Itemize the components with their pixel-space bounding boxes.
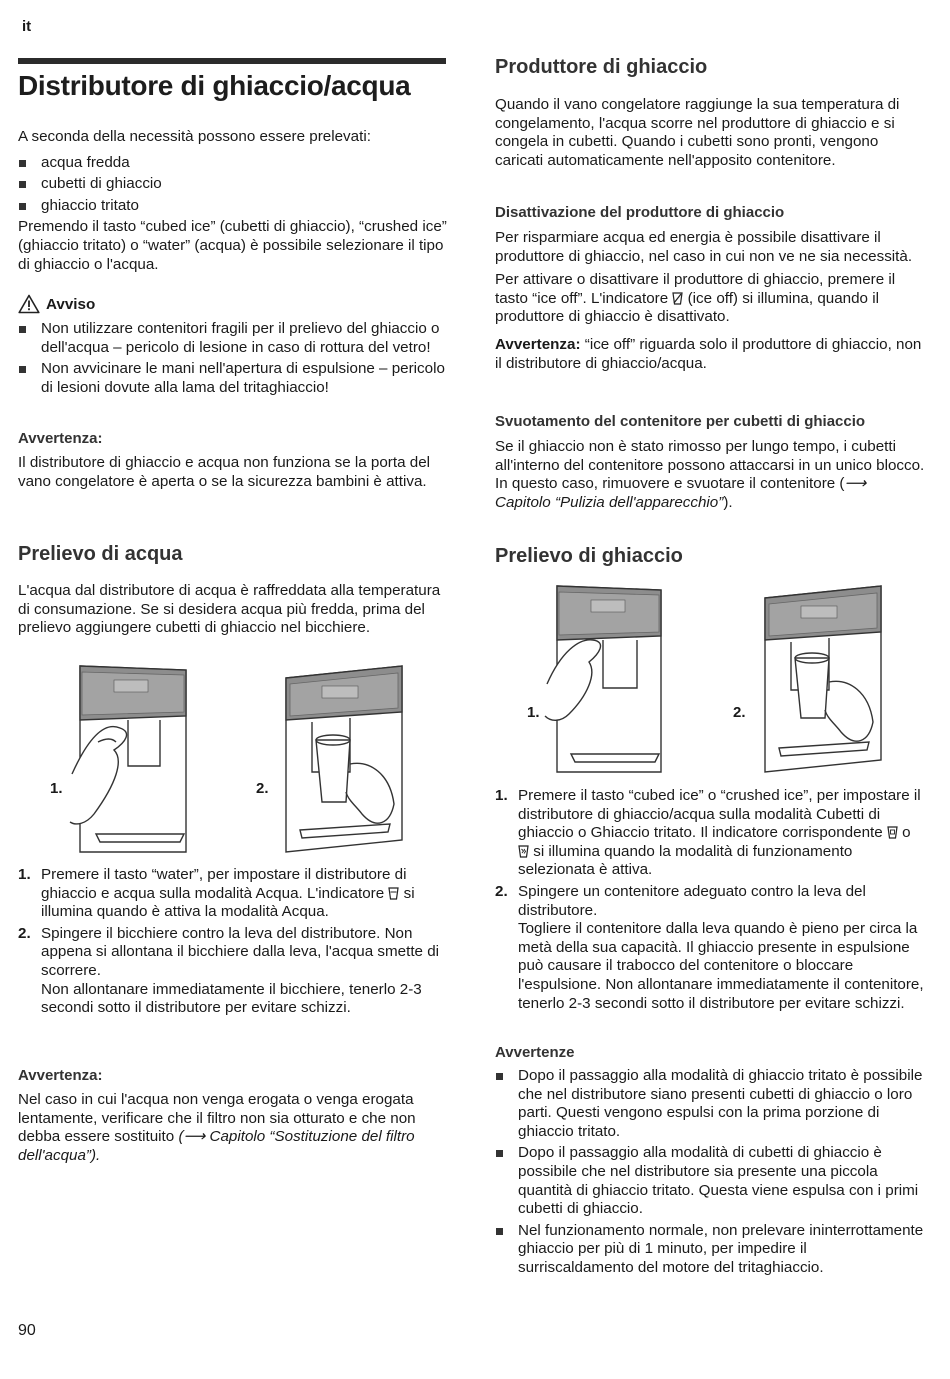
step-text: Non allontanare immediatamente il bicchiere, tenerlo 2-3 secondi sotto il distributore per evitare schizzi. <box>41 980 422 1017</box>
disable-text-1: Per risparmiare acqua ed energia è possibile disattivare il produttore di ghiaccio, nel caso in cui non ve ne sia necessità. <box>495 229 913 265</box>
step-text: Spingere un contenitore adeguato contro la leva del distributore. <box>518 882 866 919</box>
water-section <box>18 543 448 638</box>
intro-list <box>18 154 448 216</box>
disable-text-part: Per attivare o disattivare il produttore di ghiaccio, premere il tasto “ice off”. L'indicatore <box>495 271 896 307</box>
disable-text-2 <box>495 271 925 327</box>
water-indicator-icon <box>388 887 399 900</box>
ice-panel-2 <box>765 586 881 772</box>
warning-triangle-icon <box>18 294 40 314</box>
page-number: 90 <box>18 1322 36 1339</box>
ice-heading: Prelievo di ghiaccio <box>495 545 683 567</box>
water-note-title: Avvertenza: <box>18 1067 103 1084</box>
ice-fig-label-1: 1. <box>527 704 540 721</box>
dispenser-panel-2 <box>286 666 402 852</box>
ice-panel-1 <box>545 586 661 772</box>
warning-title-text: Avviso <box>46 295 96 313</box>
note1-section <box>18 430 448 491</box>
list-item: Dopo il passaggio alla modalità di cubetti di ghiaccio è possibile che nel distributore sia presente una piccola quantità di ghiaccio tritato. Questa viene espulsa con i primi cubetti di ghiaccio. <box>495 1144 925 1218</box>
icemaker-heading: Produttore di ghiaccio <box>495 56 708 78</box>
ice-section <box>495 545 925 568</box>
list-item <box>495 787 925 880</box>
warning-title <box>18 294 448 314</box>
warning-list <box>18 320 448 397</box>
warning-section <box>18 294 448 400</box>
icemaker-note-title: Avvertenza: <box>495 335 581 353</box>
chapter-reference: (⟶ Capitolo “Sostituzione del filtro dell'acqua”). <box>18 1128 415 1164</box>
step-number: 1. <box>18 866 31 883</box>
empty-heading: Svuotamento del contenitore per cubetti di ghiaccio <box>495 413 866 430</box>
water-text: L'acqua dal distributore di acqua è raffreddata alla temperatura di consumazione. Se si desidera acqua più fredda, prima del prelievo aggiungere cubetti di ghiaccio nel bicchiere. <box>18 582 441 637</box>
empty-text <box>495 438 925 512</box>
page-title: Distributore di ghiaccio/acqua <box>18 70 411 101</box>
ice-steps <box>495 787 925 1016</box>
cubed-ice-indicator-icon <box>887 826 898 839</box>
note-text: Nel caso in cui l'acqua non venga erogata o venga erogata lentamente, verificare che il filtro non sia otturato e che non debba essere sostituito <box>18 1091 416 1146</box>
water-dispense-illustration <box>50 664 410 856</box>
intro-section <box>18 128 448 274</box>
icemaker-note <box>495 336 925 373</box>
intro-lead: A seconda della necessità possono essere prelevati: <box>18 128 371 145</box>
ice-notes-list <box>495 1067 925 1278</box>
language-tag: it <box>22 18 32 35</box>
icemaker-section <box>495 56 925 170</box>
disable-heading: Disattivazione del produttore di ghiaccio <box>495 204 785 221</box>
step-text: si illumina quando la modalità di funzionamento selezionata è attiva. <box>518 842 853 879</box>
list-item: cubetti di ghiaccio <box>18 175 448 194</box>
dispenser-panel-1 <box>70 666 186 852</box>
water-steps <box>18 866 448 1021</box>
list-item: acqua fredda <box>18 154 448 173</box>
step-text: si illumina quando è attiva la modalità Acqua. <box>41 884 415 921</box>
list-item: Non avvicinare le mani nell'apertura di espulsione – pericolo di lesioni dovute alla lama del tritaghiaccio! <box>18 360 448 397</box>
list-item: Nel funzionamento normale, non prelevare ininterrottamente ghiaccio per più di 1 minuto, per impedire il surriscaldamento del motore del tritaghiaccio. <box>495 1222 925 1278</box>
crushed-ice-indicator-icon <box>518 845 529 858</box>
icemaker-text: Quando il vano congelatore raggiunge la sua temperatura di congelamento, l'acqua scorre nel produttore di ghiaccio e si congela in cubetti. Quando i cubetti sono pronti, vengono caricati automaticamente nell'apposito contenitore. <box>495 96 900 169</box>
ice-fig-label-2: 2. <box>733 704 746 721</box>
water-fig-label-1: 1. <box>50 780 63 797</box>
step-number: 2. <box>495 882 508 900</box>
empty-text-part: Se il ghiaccio non è stato rimosso per lungo tempo, i cubetti all'interno del contenitore possono attaccarsi in un unico blocco. In questo caso, rimuovere e svuotare il contenitore ( <box>495 438 925 493</box>
step-text: Premere il tasto “cubed ice” o “crushed ice”, per impostare il distributore di ghiaccio/acqua sulla modalità Cubetti di ghiaccio o Ghiaccio tritato. Il indicatore corrispondente <box>518 787 921 842</box>
list-item: Dopo il passaggio alla modalità di ghiaccio tritato è possibile che nel distributore siano presenti cubetti di ghiaccio o loro parti. Questi vengono espulsi con la prima porzione di ghiaccio tritato. <box>495 1067 925 1141</box>
step-number: 1. <box>495 787 508 804</box>
list-item: Non utilizzare contenitori fragili per il prelievo del ghiaccio o dell'acqua – pericolo di lesione in caso di rottura del vetro! <box>18 320 448 357</box>
intro-text: Premendo il tasto “cubed ice” (cubetti di ghiaccio), “crushed ice” (ghiaccio tritato) o “water” (acqua) è possibile selezionare il tipo di ghiaccio o l'acqua. <box>18 218 447 273</box>
step-number: 2. <box>18 924 31 942</box>
icemaker-empty <box>495 413 925 512</box>
water-note-text <box>18 1091 448 1165</box>
list-item <box>495 883 925 1013</box>
list-item <box>18 866 448 922</box>
ice-notes <box>495 1044 925 1281</box>
note1-text: Il distributore di ghiaccio e acqua non funziona se la porta del vano congelatore è aperta o se la sicurezza bambini è attiva. <box>18 454 431 490</box>
water-fig-label-2: 2. <box>256 780 269 797</box>
step-text: o <box>902 824 911 842</box>
list-item <box>18 925 448 1018</box>
list-item: ghiaccio tritato <box>18 197 448 216</box>
note1-title: Avvertenza: <box>18 430 103 447</box>
water-heading: Prelievo di acqua <box>18 543 183 565</box>
ice-off-indicator-icon <box>672 292 683 305</box>
ice-notes-title: Avvertenze <box>495 1044 575 1061</box>
water-note <box>18 1067 448 1165</box>
icemaker-note-text: “ice off” riguarda solo il produttore di ghiaccio, non il distributore di ghiaccio/acqua. <box>495 335 922 372</box>
step-text: Premere il tasto “water”, per impostare il distributore di ghiaccio e acqua sulla modalità Acqua. L'indicatore <box>41 866 407 902</box>
title-rule <box>18 58 446 64</box>
empty-text-end: ). <box>723 493 733 511</box>
step-text: Togliere il contenitore dalla leva quando è pieno per circa la metà della sua capacità. Il ghiaccio presente in espulsione può causare il trabocco del contenitore o bloccare l'espulsione. Non allontanare immediatamente il contenitore, tenerlo 2-3 secondi sotto il distributore per evitare schizzi. <box>518 920 924 1012</box>
ice-dispense-illustration <box>525 584 895 776</box>
icemaker-disable <box>495 204 925 373</box>
disable-text-part: (ice off) si illumina, quando il produttore di ghiaccio è disattivato. <box>495 289 879 326</box>
step-text: Spingere il bicchiere contro la leva del distributore. Non appena si allontana il bicchiere dalla leva, l'acqua smette di scorrere. <box>41 924 440 979</box>
chapter-reference: ⟶ Capitolo “Pulizia dell'apparecchio” <box>495 475 867 511</box>
